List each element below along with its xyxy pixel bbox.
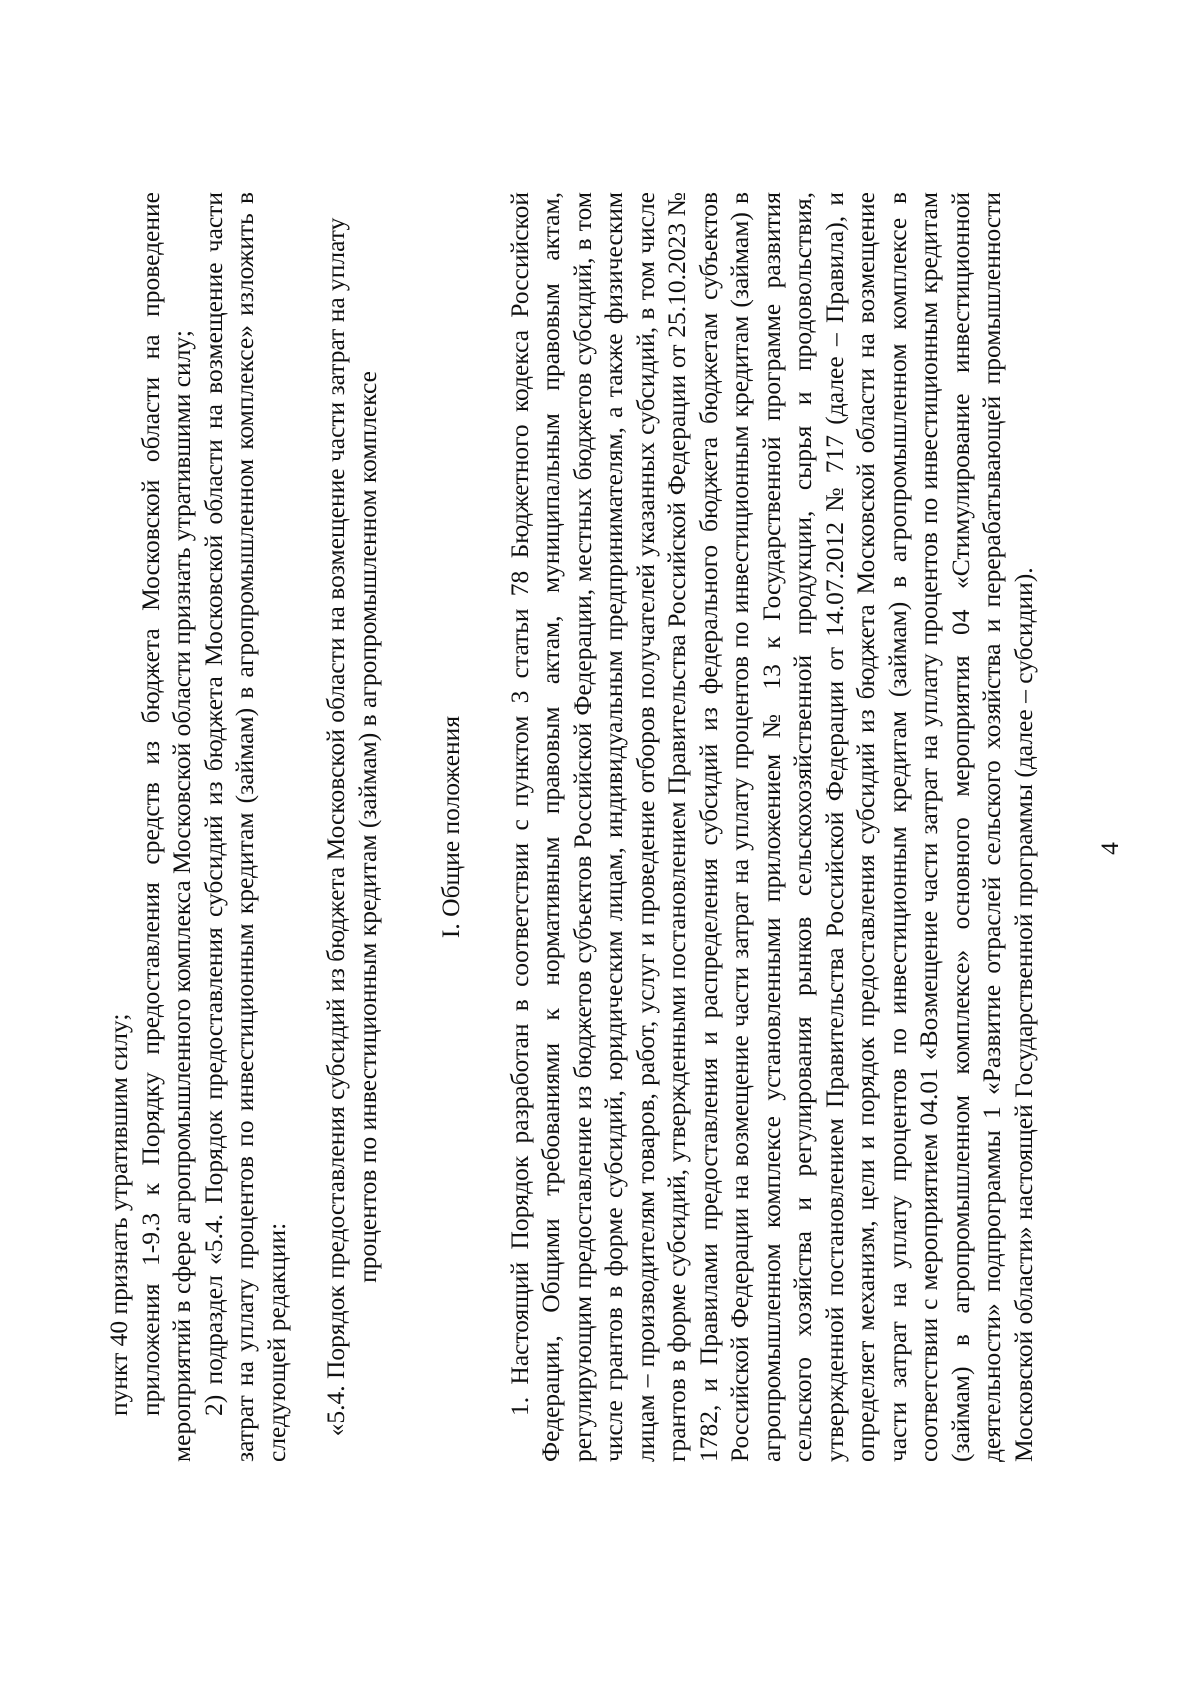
subsection-title-line-2: процентов по инвестиционным кредитам (займам) в агропромышленном комплексе <box>352 371 382 1283</box>
intro-line-item-40: пункт 40 признать утратившим силу; <box>104 1013 133 1416</box>
document-body <box>103 192 1039 1462</box>
page-number: 4 <box>1095 842 1124 855</box>
spacer <box>467 192 504 1462</box>
body-paragraph-1: 1. Настоящий Порядок разработан в соответствии с пунктом 3 статьи 78 Бюджетного кодекса Российской Федерации, Общими требованиями к нормативным правовым актам, муниципальным правовым актам, регулирующим предоставление из бюджетов субъектов Российской Федерации, местных бюджетов субсидий, в том числе грантов в форме субсидий, юридическим лицам, индивидуальным предпринимателям, а также физическим лицам – производителям товаров, работ, услуг и проведение отборов получателей указанных субсидий, в том числе грантов в форме субсидий, утвержденными постановлением Правительства Российской Федерации от 25.10.2023 № 1782, и Правилами предоставления и распределения субсидий из федерального бюджета бюджетам субъектов Российской Федерации на возмещение части затрат на уплату процентов по инвестиционным кредитам (займам) в агропромышленном комплексе установленными приложением № 13 к Государственной программе развития сельского хозяйства и регулирования рынков сельскохозяйственной продукции, сырья и продовольствия, утвержденной постановлением Правительства Российской Федерации от 14.07.2012 № 717 (далее – Правила), и определяет механизм, цели и порядок предоставления субсидий из бюджета Московской области на возмещение части затрат на уплату процентов по инвестиционным кредитам (займам) в агропромышленном комплексе в соответствии с мероприятием 04.01 «Возмещение части затрат на уплату процентов по инвестиционным кредитам (займам) в агропромышленном комплексе» основного мероприятия 04 «Стимулирование инвестиционной деятельности» подпрограммы 1 «Развитие отраслей сельского хозяйства и перерабатывающей промышленности Московской области» настоящей Государственной программы (далее – субсидии). <box>504 192 1038 1462</box>
intro-paragraph-appendices: приложения 1-9.3 к Порядку предоставления средств из бюджета Московской области на проведение мероприятий в сфере агропромышленного комплекса Московской области признать утратившими силу; <box>135 192 196 1462</box>
intro-paragraph-subsection-2: 2) подраздел «5.4. Порядок предоставления субсидий из бюджета Московской области на возмещение части затрат на уплату процентов по инвестиционным кредитам (займам) в агропромышленном комплексе» изложить в следующей редакции: <box>198 192 291 1462</box>
section-heading: I. Общие положения <box>436 715 465 939</box>
subsection-title-line-1: «5.4. Порядок предоставления субсидий из бюджета Московской области на возмещение части затрат на уплату <box>321 217 350 1437</box>
spacer <box>383 192 435 1462</box>
spacer <box>292 192 320 1462</box>
